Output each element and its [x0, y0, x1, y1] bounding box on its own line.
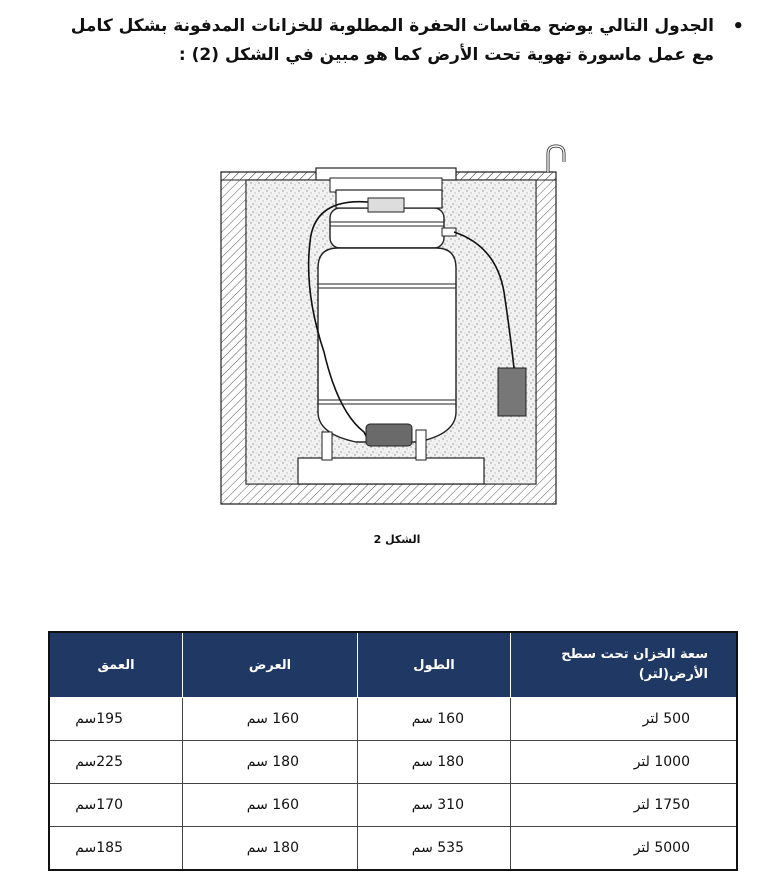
cell-depth: 185سم	[49, 827, 183, 871]
vent-pipe	[548, 146, 564, 172]
cell-depth: 195سم	[49, 698, 183, 741]
header-width: العرض	[183, 632, 358, 698]
header-length: الطول	[358, 632, 511, 698]
figure-caption: الشكل 2	[373, 533, 421, 546]
submerged-pump	[366, 424, 412, 446]
cell-capacity: 5000 لتر	[511, 827, 738, 871]
cell-width: 180 سم	[183, 827, 358, 871]
base-slab	[298, 458, 484, 484]
cell-capacity: 1750 لتر	[511, 784, 738, 827]
cell-capacity: 500 لتر	[511, 698, 738, 741]
header-capacity: سعة الخزان تحت سطح الأرض(لتر)	[511, 632, 738, 698]
cell-width: 180 سم	[183, 741, 358, 784]
intro-paragraph	[44, 12, 744, 70]
header-depth: العمق	[49, 632, 183, 698]
cell-length: 160 سم	[358, 698, 511, 741]
cell-length: 180 سم	[358, 741, 511, 784]
table-header-row	[49, 632, 737, 698]
cell-depth: 225سم	[49, 741, 183, 784]
intro-text: الجدول التالي يوضح مقاسات الحفرة المطلوبة للخزانات المدفونة بشكل كامل مع عمل ماسورة تهوية تحت الأرض كما هو مبين في الشكل (2) :	[70, 16, 714, 65]
tank-body	[318, 208, 456, 442]
control-box	[498, 368, 526, 416]
cell-length: 535 سم	[358, 827, 511, 871]
table-row	[49, 784, 737, 827]
bullet-icon: •	[732, 16, 744, 37]
table-row	[49, 827, 737, 871]
cell-width: 160 سم	[183, 784, 358, 827]
cell-width: 160 سم	[183, 698, 358, 741]
cell-length: 310 سم	[358, 784, 511, 827]
cell-capacity: 1000 لتر	[511, 741, 738, 784]
pit-dimensions-table	[48, 631, 738, 871]
tank-diagram	[218, 142, 580, 510]
cell-depth: 170سم	[49, 784, 183, 827]
table-row	[49, 741, 737, 784]
access-cover	[316, 168, 456, 192]
table-row	[49, 698, 737, 741]
